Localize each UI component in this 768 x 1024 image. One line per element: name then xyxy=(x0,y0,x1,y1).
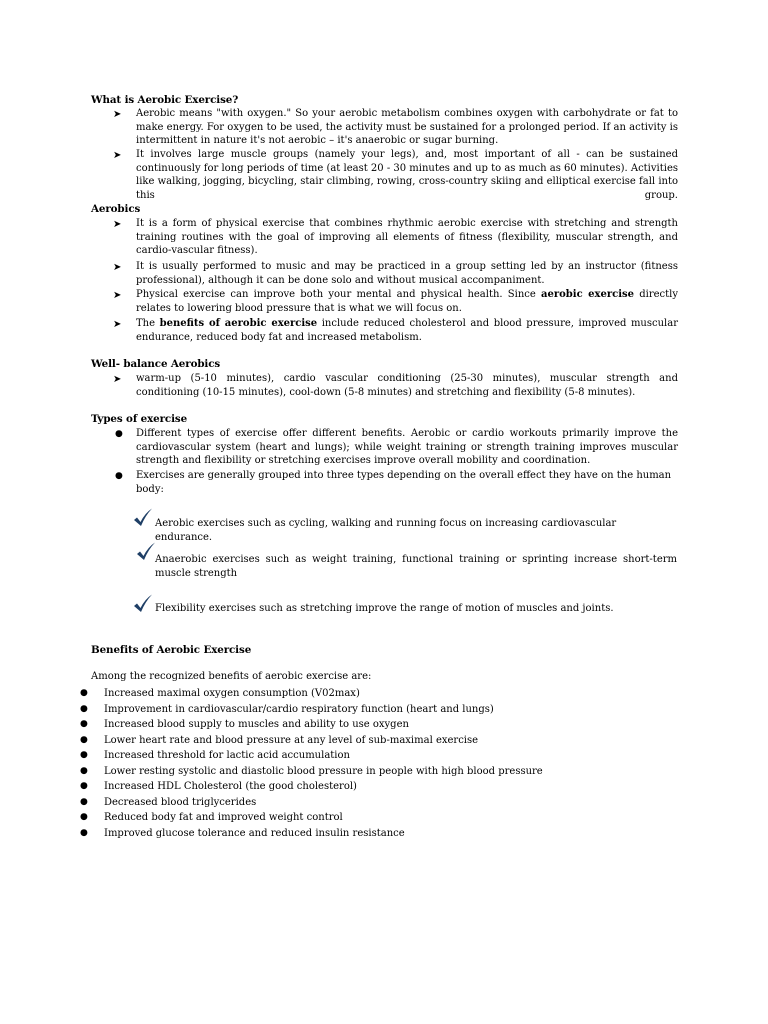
round-bullet-icon: ● xyxy=(80,812,88,822)
benefits-intro: Among the recognized benefits of aerobic exercise are: xyxy=(91,671,372,682)
round-bullet-icon: ● xyxy=(115,471,123,481)
round-bullet-icon: ● xyxy=(80,688,88,698)
list-item: warm-up (5-10 minutes), cardio vascular conditioning (25-30 minutes), muscular strength and conditioning (10-15 minutes), cool-down (5-8 minutes) and stretching and flexibility (5-8 minutes). xyxy=(136,373,678,398)
benefit-item: Increased blood supply to muscles and ability to use oxygen xyxy=(104,719,409,730)
section-heading-types: Types of exercise xyxy=(91,413,188,425)
section-heading-benefits: Benefits of Aerobic Exercise xyxy=(91,644,252,656)
list-item: It is a form of physical exercise that combines rhythmic aerobic exercise with stretching and strength training routines with the goal of improving all elements of fitness (flexibility, muscular strength, and cardio-vascular fitness). xyxy=(136,218,678,257)
checklist-item-flexibility: Flexibility exercises such as stretching improve the range of motion of muscles and joints. xyxy=(155,603,614,614)
section-heading-aerobics: Aerobics xyxy=(91,203,141,215)
list-item: The benefits of aerobic exercise include reduced cholesterol and blood pressure, improved muscular endurance, reduced body fat and increased metabolism. xyxy=(136,318,678,343)
round-bullet-icon: ● xyxy=(80,750,88,760)
round-bullet-icon: ● xyxy=(80,734,88,745)
arrow-bullet-icon: ➤ xyxy=(113,219,122,230)
list-item: Different types of exercise offer different benefits. Aerobic or cardio workouts primarily improve the cardiovascular system (heart and lungs); while weight training or strength training improves muscular strength and flexibility or stretching exercises improve overall mobility and coordination. xyxy=(136,428,678,467)
round-bullet-icon: ● xyxy=(80,719,88,729)
list-item: It is usually performed to music and may be practiced in a group setting led by an instructor (fitness professional), although it can be done solo and without musical accompaniment. xyxy=(136,261,678,286)
benefit-item: Improved glucose tolerance and reduced insulin resistance xyxy=(104,827,405,839)
benefit-item: Increased HDL Cholesterol (the good cholesterol) xyxy=(104,781,357,792)
checkmark-icon xyxy=(133,508,153,528)
list-item: Physical exercise can improve both your mental and physical health. Since aerobic exercise directly relates to lowering blood pressure that is what we will focus on. xyxy=(136,289,678,314)
benefit-item: Increased maximal oxygen consumption (V02max) xyxy=(104,688,360,699)
checkmark-icon xyxy=(133,594,153,614)
arrow-bullet-icon: ➤ xyxy=(113,262,122,273)
section-heading-what-is-aerobic: What is Aerobic Exercise? xyxy=(91,94,239,106)
list-item: It involves large muscle groups (namely your legs), and, most important of all - can be sustained continuously for long periods of time (at least 20 - 30 minutes and up to as much as 60 minutes). Activities like walking, jogging, bicycling, stair climbing, rowing, cross-country skiing and elliptical exercise fall into this group. xyxy=(136,149,678,201)
round-bullet-icon: ● xyxy=(80,827,88,838)
arrow-bullet-icon: ➤ xyxy=(113,150,122,161)
round-bullet-icon: ● xyxy=(80,781,88,791)
round-bullet-icon: ● xyxy=(80,796,88,807)
checklist-item-anaerobic: Anaerobic exercises such as weight training, functional training or sprinting increase short-term muscle strength xyxy=(155,554,677,579)
round-bullet-icon: ● xyxy=(115,429,123,439)
benefit-item: Increased threshold for lactic acid accumulation xyxy=(104,750,350,761)
benefit-item: Lower heart rate and blood pressure at any level of sub-maximal exercise xyxy=(104,734,479,746)
checklist-item-aerobic: Aerobic exercises such as cycling, walking and running focus on increasing cardiovascular endurance. xyxy=(155,518,617,543)
list-item: Exercises are generally grouped into three types depending on the overall effect they have on the human body: xyxy=(136,470,672,495)
checkmark-icon xyxy=(136,542,156,562)
arrow-bullet-icon: ➤ xyxy=(113,374,122,385)
arrow-bullet-icon: ➤ xyxy=(113,319,122,330)
benefit-item: Decreased blood triglycerides xyxy=(104,796,257,808)
benefit-item: Improvement in cardiovascular/cardio respiratory function (heart and lungs) xyxy=(104,703,494,715)
arrow-bullet-icon: ➤ xyxy=(113,109,122,120)
benefit-item: Lower resting systolic and diastolic blood pressure in people with high blood pressure xyxy=(104,765,543,777)
list-item: Aerobic means "with oxygen." So your aerobic metabolism combines oxygen with carbohydrate or fat to make energy. For oxygen to be used, the activity must be sustained for a prolonged period. If an activity is intermittent in nature it's not aerobic – it's anaerobic or sugar burning. xyxy=(136,108,678,147)
round-bullet-icon: ● xyxy=(80,765,88,776)
round-bullet-icon: ● xyxy=(80,703,88,714)
arrow-bullet-icon: ➤ xyxy=(113,290,122,301)
section-heading-well-balance: Well- balance Aerobics xyxy=(91,358,221,370)
benefit-item: Reduced body fat and improved weight control xyxy=(104,812,343,823)
